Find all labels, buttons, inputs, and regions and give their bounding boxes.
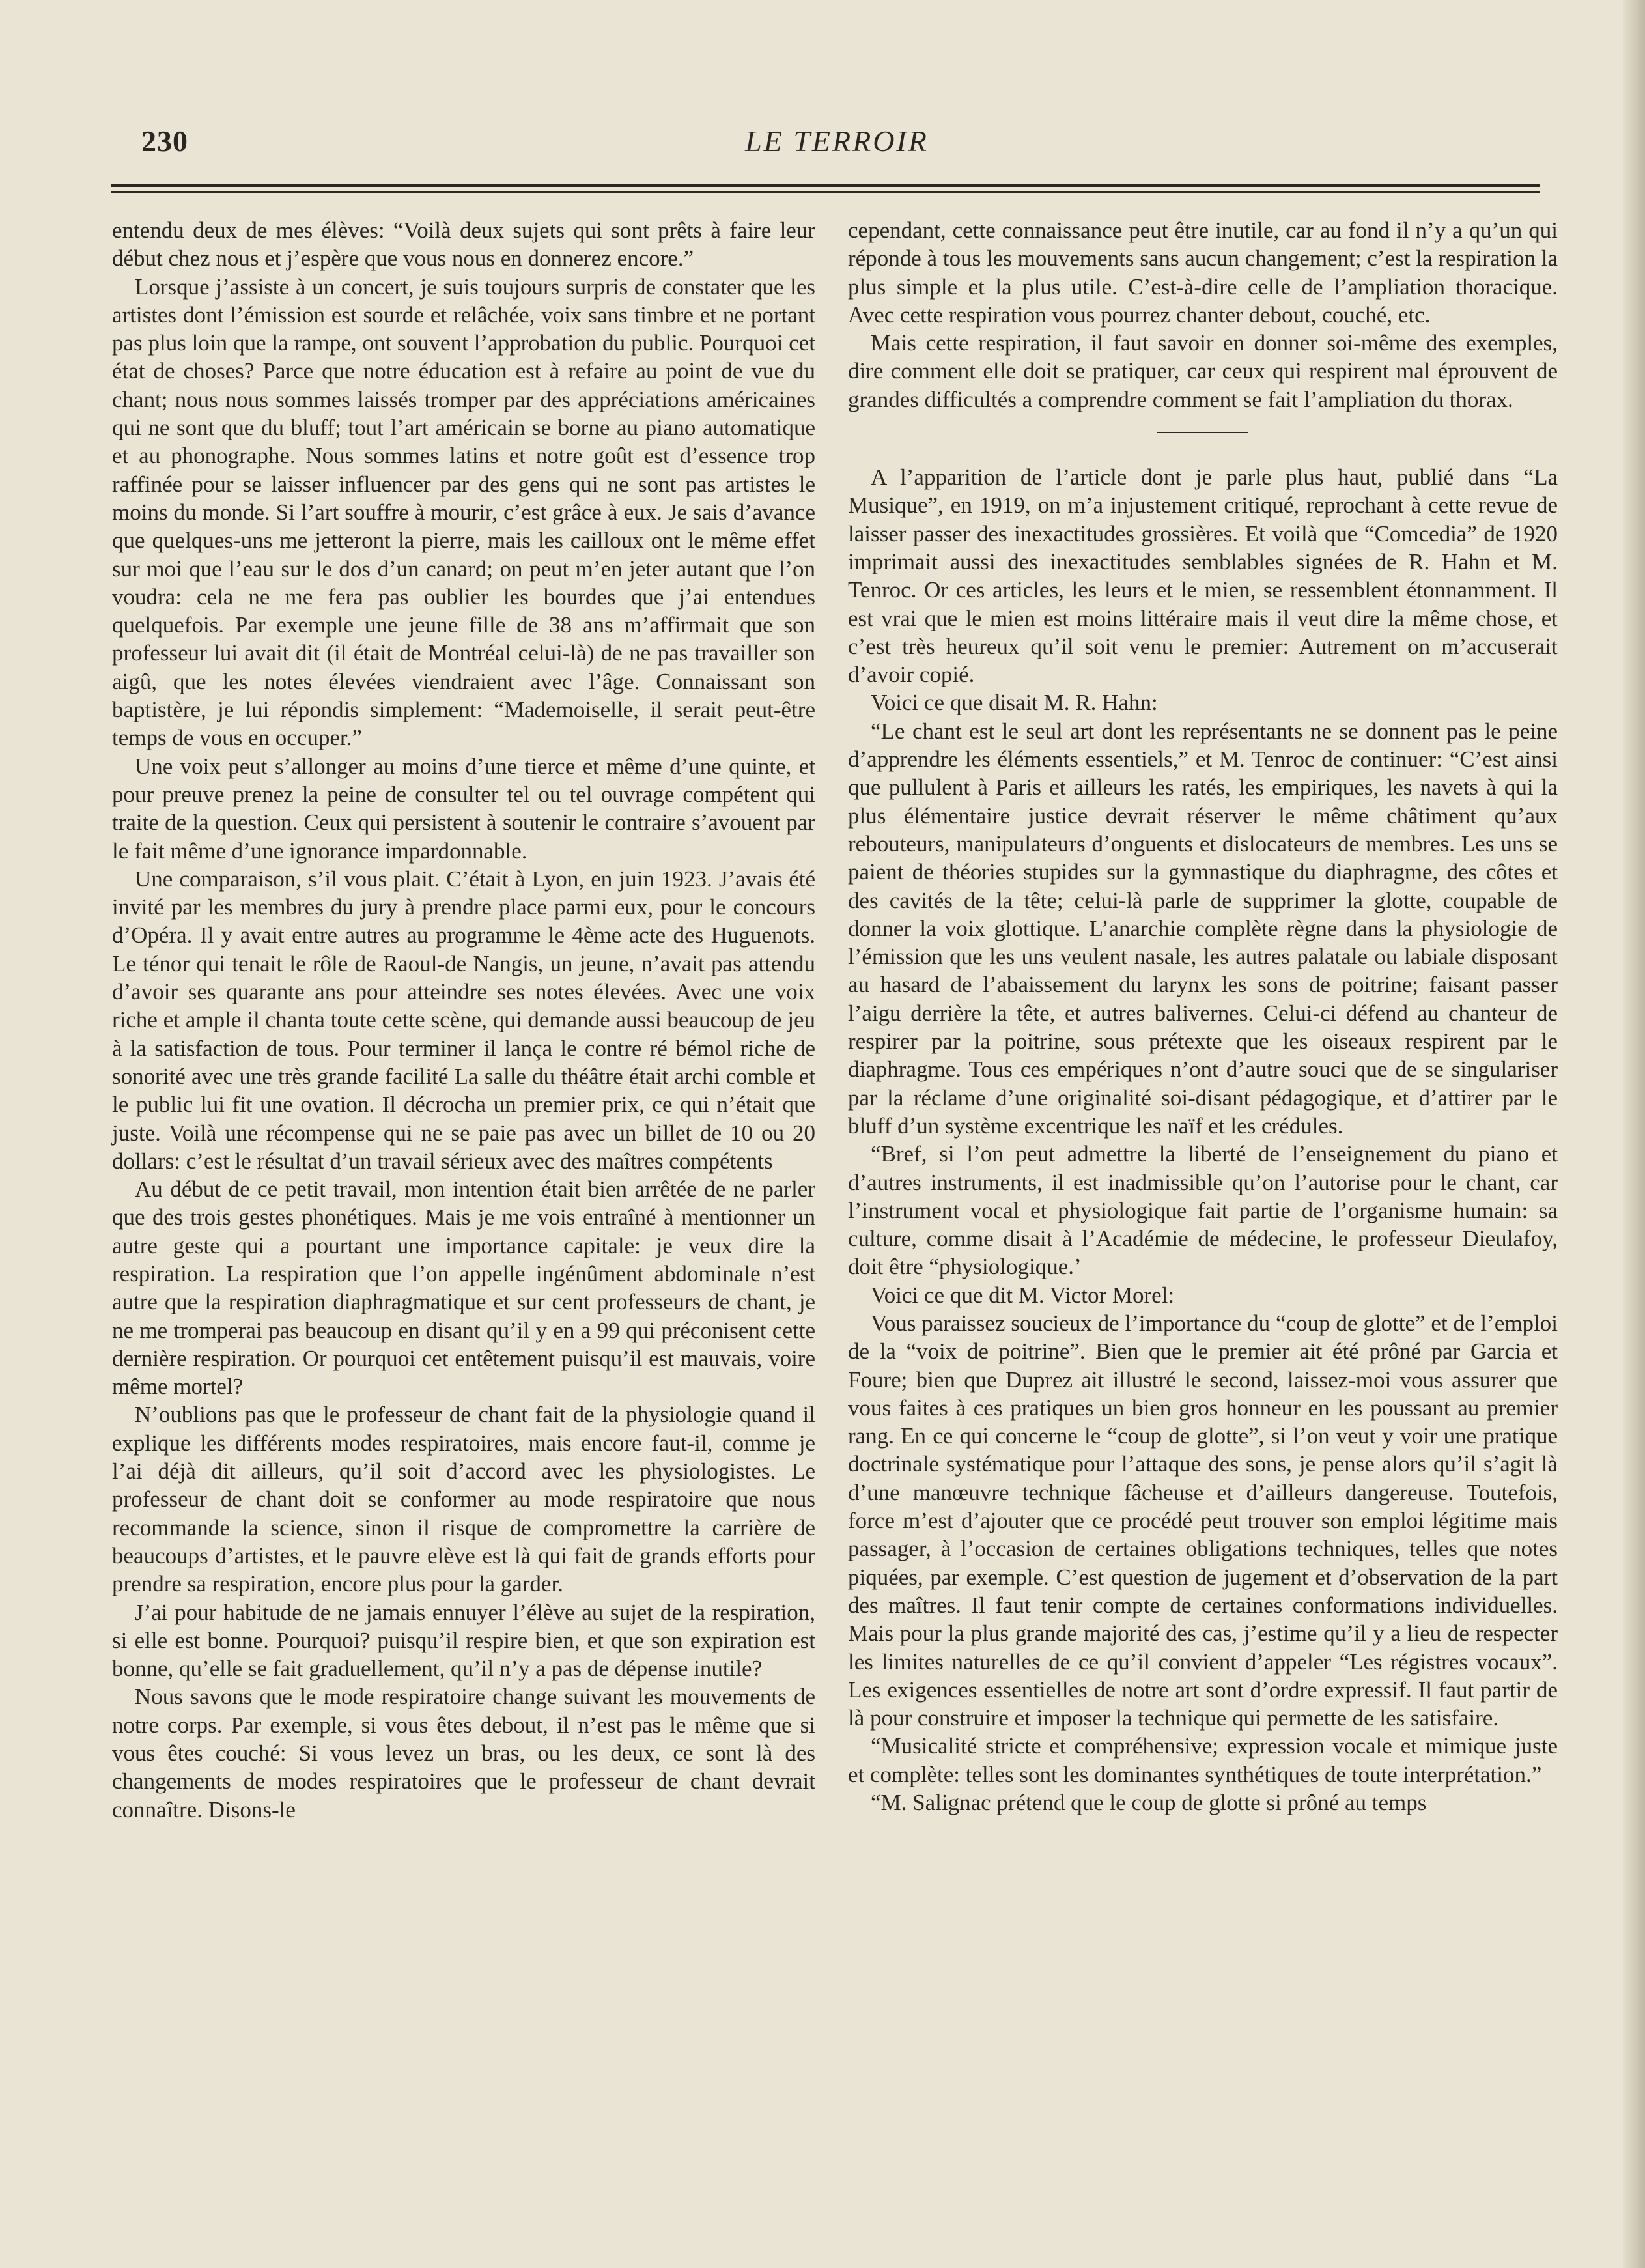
paragraph: Au début de ce petit travail, mon intention était bien arrêtée de ne parler que des trois gestes phonétiques. Mais je me vois entraîné à mentionner un autre geste qui a pourtant une importance capitale: je veux dire la respiration. La respiration que l’on appelle ingénûment abdominale n’est autre que la respiration diaphragmatique et sur cent professeurs de chant, je ne me tromperai pas beaucoup en disant qu’il y en a 99 qui préconisent cette dernière respiration. Or pourquoi cet entêtement puisqu’il est mauvais, voire même mortel? [112,1176,815,1400]
paragraph: Nous savons que le mode respiratoire change suivant les mouvements de notre corps. Par exemple, si vous êtes debout, il n’est pas le même que si vous êtes couché: Si vous levez un bras, ou les deux, ce sont là des changements de modes respiratoires que le professeur de chant devrait connaître. Disons-le [112,1684,815,1822]
paragraph: J’ai pour habitude de ne jamais ennuyer l’élève au sujet de la respiration, si elle est bonne. Pourquoi? puisqu’il respire bien, et que son expiration est bonne, qu’elle se fait graduellement, qu’il n’y a pas de dépense inutile? [112,1599,815,1682]
paragraph: A l’apparition de l’article dont je parle plus haut, publié dans “La Musique”, en 1919, on m’a injustement critiqué, reprochant à cette revue de laisser passer des inexactitudes grossières. Et voilà que “Comcedia” de 1920 imprimait aussi des inexactitudes semblables signées de R. Hahn et M. Tenroc. Or ces articles, les leurs et le mien, se ressemblent étonnamment. Il est vrai que le mien est moins littéraire mais il veut dire la même chose, et c’est très heureux qu’il soit venu le premier: Autrement on m’accuserait d’avoir copié. [848,464,1558,688]
running-title: LE TERROIR [745,124,929,158]
right-column [848,216,1558,1817]
paragraph: “Le chant est le seul art dont les représentants ne se donnent pas le peine d’apprendre les éléments essentiels,” et M. Tenroc de continuer: “C’est ainsi que pullulent à Paris et ailleurs les ratés, les empiriques, les navets à qui la plus élémentaire justice devrait réserver le même châtiment qu’aux rebouteurs, manipulateurs d’onguents et dislocateurs de membres. Les uns se paient de théories stupides sur la gymnastique du diaphragme, des côtes et des cavités de la tête; celui-là parle de supprimer la glotte, coupable de donner la voix glottique. L’anarchie complète règne dans la physiologie de l’émission que les uns veulent nasale, les autres palatale ou labiale disposant au hasard de l’abaissement du larynx les sons de poitrine; faisant passer l’aigu derrière la tête, et autres balivernes. Celui-ci défend au chanteur de respirer par la poitrine, sous prétexte que les oiseaux respirent par le diaphragme. Tous ces empériques n’ont d’autre souci que de se singulariser par la réclame d’une originalité soi-disant pédagogique, et d’attirer par le bluff d’un système excentrique les naïf et les crédules. [848,718,1558,1139]
page-number: 230 [141,124,188,158]
paragraph: Vous paraissez soucieux de l’importance du “coup de glotte” et de l’emploi de la “voix de poitrine”. Bien que le premier ait été prôné par Garcia et Foure; bien que Duprez ait illustré le second, laissez-moi vous assurer que vous faites à ces pratiques un bien gros honneur en les poussant au premier rang. En ce qui concerne le “coup de glotte”, si l’on veut y voir une pratique doctrinale systématique pour l’attaque des sons, je pense alors qu’il s’agit là d’une manœuvre technique fâcheuse et d’ailleurs dangereuse. Toutefois, force m’est d’ajouter que ce procédé peut trouver son emploi légitime mais passager, à l’occasion de certaines obligations techniques, telles que notes piquées, par exemple. C’est question de jugement et d’observation de la part des maîtres. Il faut tenir compte de certaines conformations individuelles. Mais pour la plus grande majorité des cas, j’estime qu’il y a lieu de respecter les limites naturelles de ce qu’il convient d’appeler “Les régistres vocaux”. Les exigences essentielles de notre art sont d’ordre expressif. Il faut partir de là pour construire et imposer la technique qui permette de les satisfaire. [848,1310,1558,1731]
header-rule-thin [111,191,1540,193]
paragraph: Voici ce que dit M. Victor Morel: [871,1282,1175,1308]
page-edge [1623,0,1645,2268]
paragraph: Mais cette respiration, il faut savoir en donner soi-même des exemples, dire comment elle doit se pratiquer, car ceux qui respirent mal éprouvent de grandes difficultés a comprendre comment se fait l’ampliation du thorax. [848,330,1558,412]
paragraph: Voici ce que disait M. R. Hahn: [871,690,1158,716]
paragraph: “M. Salignac prétend que le coup de glotte si prôné au temps [871,1790,1427,1816]
paragraph: “Musicalité stricte et compréhensive; expression vocale et mimique juste et complète: telles sont les dominantes synthétiques de toute interprétation.” [848,1733,1558,1787]
paragraph: “Bref, si l’on peut admettre la liberté de l’enseignement du piano et d’autres instruments, il est inadmissible qu’on l’autorise pour le chant, car l’instrument vocal et physiologique fait partie de l’organisme humain: sa culture, comme disait à l’Académie de médecine, le professeur Dieulafoy, doit être “physiologique.’ [848,1141,1558,1280]
paragraph: cependant, cette connaissance peut être inutile, car au fond il n’y a qu’un qui réponde à tous les mouvements sans aucun changement; c’est la respiration la plus simple et la plus utile. C’est-à-dire celle de l’ampliation thoracique. Avec cette respiration vous pourrez chanter debout, couché, etc. [848,218,1558,328]
paragraph: Une voix peut s’allonger au moins d’une tierce et même d’une quinte, et pour preuve prenez la peine de consulter tel ou tel ouvrage compétent qui traite de la question. Ceux qui persistent à soutenir le contraire s’avouent par le fait même d’une ignorance impardonnable. [112,753,815,864]
paragraph: Lorsque j’assiste à un concert, je suis toujours surpris de constater que les artistes dont l’émission est sourde et relâchée, voix sans timbre et ne portant pas plus loin que la rampe, ont souvent l’approbation du public. Pourquoi cet état de choses? Parce que notre éducation est à refaire au point de vue du chant; nous nous sommes laissés tromper par des appréciations américaines qui ne sont que du bluff; tout l’art américain se borne au piano automatique et au phonographe. Nous sommes latins et notre goût est d’essence trop raffinée pour se laisser influencer par des gens qui ne sont pas artistes le moins du monde. Si l’art souffre à mourir, c’est grâce à eux. Je sais d’avance que quelques-uns me jetteront la pierre, mais les cailloux ont le même effet sur moi que l’eau sur le dos d’un canard; on peut m’en jeter autant que l’on voudra: cela ne me fera pas oublier les bourdes que j’ai entendues quelquefois. Par exemple une jeune fille de 38 ans m’affirmait que son professeur lui avait dit (il était de Montréal celui-là) de ne pas travailler son aigû, que les notes élevées viendraient avec l’âge. Connaissant son baptistère, je lui répondis simplement: “Mademoiselle, il serait peut-être temps de vous en occuper.” [112,274,815,751]
left-column [112,216,815,1824]
paragraph: entendu deux de mes élèves: “Voilà deux sujets qui sont prêts à faire leur début chez nous et j’espère que vous nous en donnerez encore.” [112,218,815,272]
section-separator [1157,432,1248,433]
paragraph: N’oublions pas que le professeur de chant fait de la physiologie quand il explique les différents modes respiratoires, mais encore faut-il, comme je l’ai déjà dit ailleurs, qu’il soit d’accord avec les physiologistes. Le professeur de chant doit se conformer au mode respiratoire que nous recommande la science, sinon il risque de compromettre la carrière de beaucoups d’artistes, et le pauvre elève est là qui fait de grands efforts pour prendre sa respiration, encore plus pour la garder. [112,1402,815,1597]
page-header [134,124,1540,163]
paragraph: Une comparaison, s’il vous plait. C’était à Lyon, en juin 1923. J’avais été invité par les membres du jury à prendre place parmi eux, pour le concours d’Opéra. Il y avait entre autres au programme le 4ème acte des Huguenots. Le ténor qui tenait le rôle de Raoul-de Nangis, un jeune, n’avait pas attendu d’avoir ses quarante ans pour atteindre ses notes élevées. Avec une voix riche et ample il chanta toute cette scène, qui demande aussi beaucoup de jeu à la satisfaction de tous. Pour terminer il lança le contre ré bémol riche de sonorité avec une très grande facilité La salle du théâtre était archi comble et le public lui fit une ovation. Il décrocha un premier prix, ce qui n’était que juste. Voilà une récompense qui ne se paie pas avec un billet de 10 ou 20 dollars: c’est le résultat d’un travail sérieux avec des maîtres compétents [112,866,815,1174]
header-rule-thick [111,184,1540,187]
